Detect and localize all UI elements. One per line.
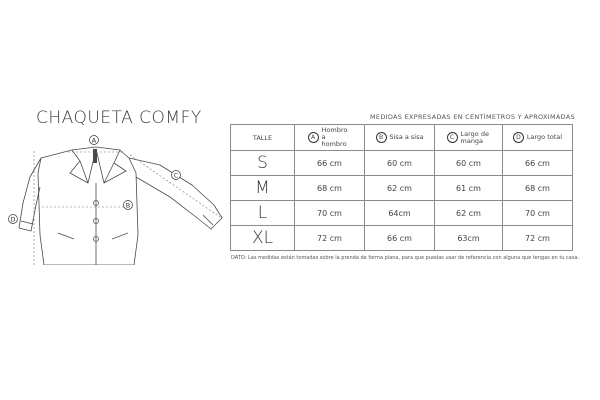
size-cell: L — [231, 201, 295, 226]
table-row — [231, 151, 573, 176]
right-sleeve — [129, 158, 222, 229]
table-header-row — [231, 125, 573, 151]
value-cell: 68 cm — [503, 176, 573, 201]
value-cell: 68 cm — [295, 176, 365, 201]
marker-d-label: D — [10, 215, 16, 224]
column-header-a — [295, 125, 365, 151]
measurement-note: DATO: Las medidas están tomadas sobre la prenda de forma plana, para que puedas usar de referencia con alguna que tengas en tu casa. — [231, 255, 580, 261]
value-cell: 66 cm — [503, 151, 573, 176]
size-cell: M — [231, 176, 295, 201]
left-sleeve — [19, 158, 41, 231]
value-cell: 66 cm — [365, 226, 435, 251]
table-row — [231, 201, 573, 226]
column-header-c — [435, 125, 503, 151]
right-pocket — [112, 233, 128, 239]
cuff-line-left — [21, 221, 33, 224]
marker-c-label: C — [173, 171, 179, 180]
column-label-d: Largo total — [526, 133, 563, 141]
value-cell: 60 cm — [435, 151, 503, 176]
value-cell: 61 cm — [435, 176, 503, 201]
marker-b-label: B — [125, 201, 131, 210]
marker-a-label: A — [91, 136, 97, 145]
left-pocket — [58, 233, 74, 239]
value-cell: 66 cm — [295, 151, 365, 176]
value-cell: 62 cm — [435, 201, 503, 226]
value-cell: 70 cm — [295, 201, 365, 226]
measurements-subtitle: MEDIDAS EXPRESADAS EN CENTÍMETROS Y APROXIMADAS — [370, 113, 576, 121]
value-cell: 62 cm — [365, 176, 435, 201]
column-label-c: Largo de manga — [460, 129, 489, 145]
column-header-size: TALLE — [231, 125, 295, 151]
column-header-d — [503, 125, 573, 151]
hanger-tab-icon — [93, 149, 97, 163]
measure-line-c — [130, 155, 220, 217]
badge-b-icon: B — [376, 132, 387, 143]
column-label-b: Sisa a sisa — [389, 133, 424, 141]
left-lapel — [70, 161, 88, 183]
right-lapel — [104, 163, 126, 183]
table-row — [231, 226, 573, 251]
table-row — [231, 176, 573, 201]
column-header-b — [365, 125, 435, 151]
jacket-diagram — [0, 125, 230, 265]
badge-d-icon: D — [513, 132, 524, 143]
value-cell: 72 cm — [295, 226, 365, 251]
value-cell: 64cm — [365, 201, 435, 226]
size-cell: S — [231, 151, 295, 176]
badge-c-icon: C — [447, 132, 458, 143]
badge-a-icon: A — [308, 132, 319, 143]
product-title: CHAQUETA COMFY — [36, 108, 202, 128]
column-label-a: Hombro a hombro — [321, 126, 348, 148]
value-cell: 72 cm — [503, 226, 573, 251]
value-cell: 70 cm — [503, 201, 573, 226]
size-chart-table — [230, 124, 573, 251]
size-cell: XL — [231, 226, 295, 251]
jacket-body-outline — [38, 147, 138, 265]
value-cell: 63cm — [435, 226, 503, 251]
value-cell: 60 cm — [365, 151, 435, 176]
